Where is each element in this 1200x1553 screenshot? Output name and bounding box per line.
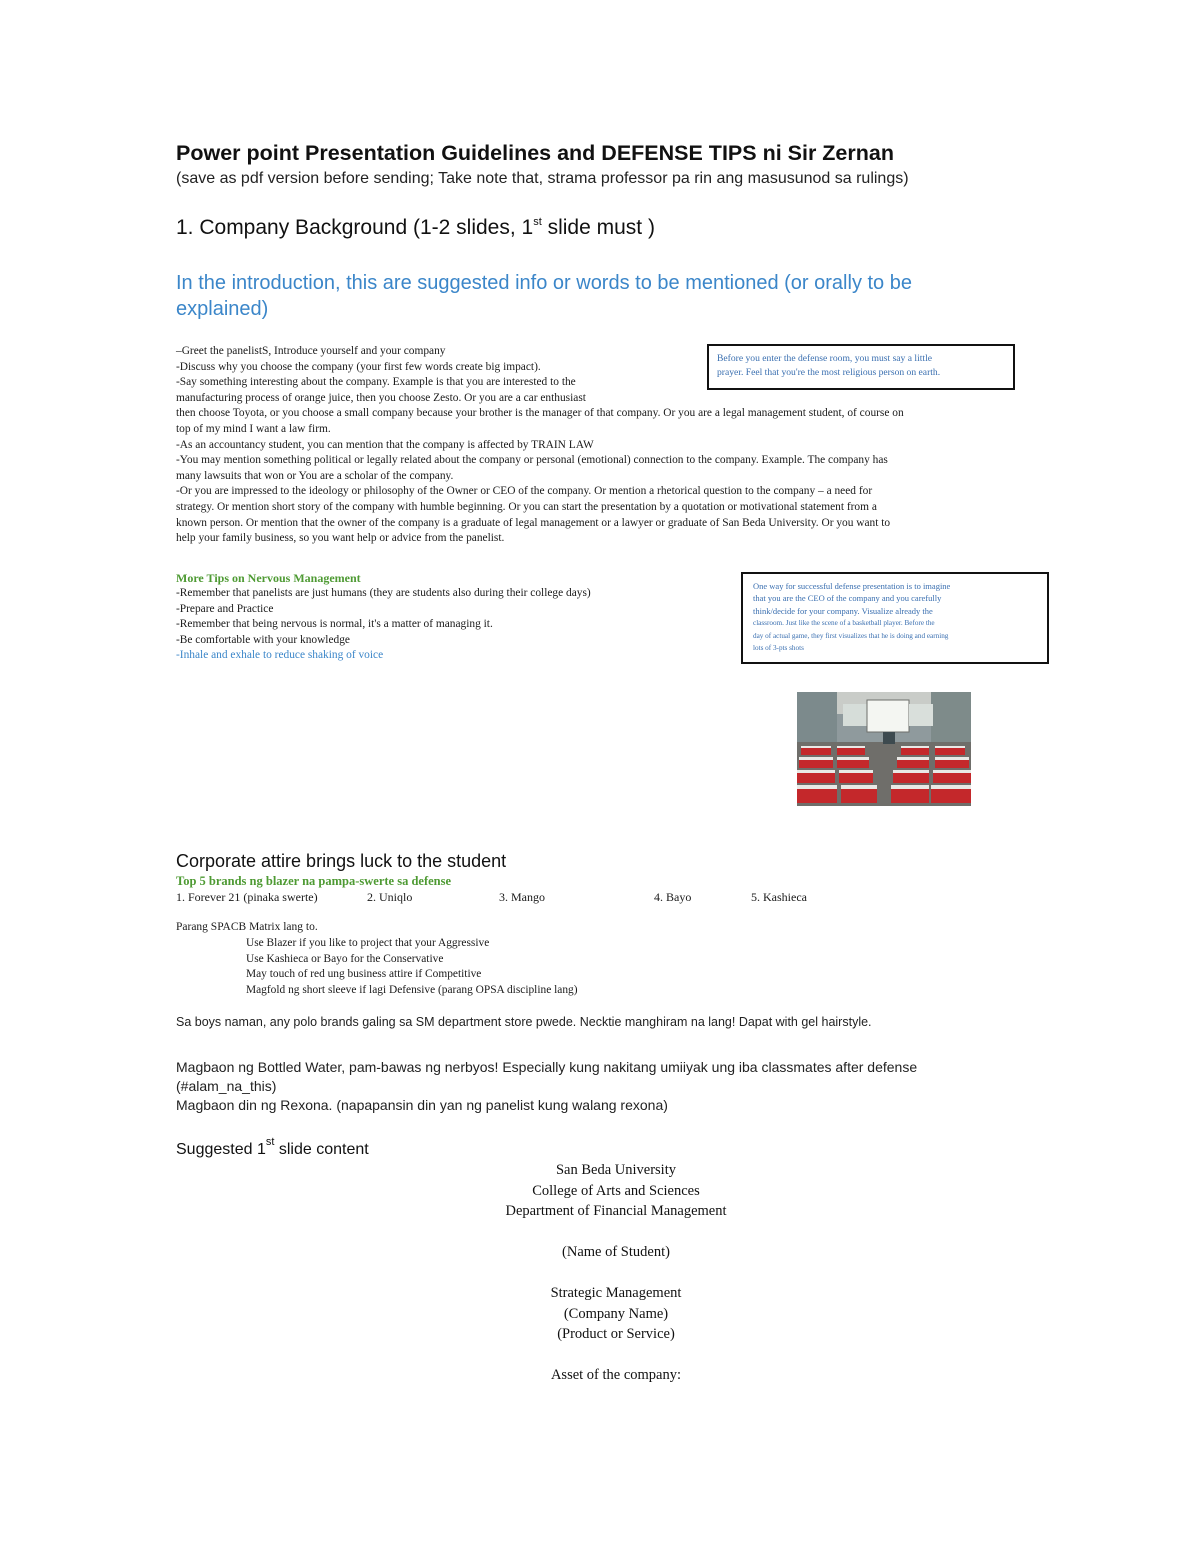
water-note bbox=[176, 1058, 917, 1115]
body-line: -Or you are impressed to the ideology or philosophy of the Owner or CEO of the company. Or mention a rhetorical question to the company – a need for bbox=[176, 485, 873, 498]
classroom-photo-icon bbox=[797, 692, 971, 806]
callout-line: Before you enter the defense room, you must say a little bbox=[717, 353, 932, 364]
brand-item: 5. Kashieca bbox=[751, 890, 807, 904]
section-heading-company-background bbox=[176, 216, 655, 240]
prayer-callout-box bbox=[707, 344, 1015, 390]
tip-item: -Remember that being nervous is normal, it's a matter of managing it. bbox=[176, 618, 493, 631]
body-line: -You may mention something political or legally related about the company or personal (emotional) connection to the company. Example. The company has bbox=[176, 454, 888, 467]
brand-item: 1. Forever 21 (pinaka swerte) bbox=[176, 890, 318, 904]
water-line: Magbaon din ng Rexona. (napapansin din yan ng panelist kung walang rexona) bbox=[176, 1097, 668, 1113]
intro-paragraph: In the introduction, this are suggested info or words to be mentioned (or orally to be explained) bbox=[176, 272, 912, 320]
spacb-item: May touch of red ung business attire if Competitive bbox=[246, 968, 482, 981]
tips-heading: More Tips on Nervous Management bbox=[176, 571, 361, 585]
brand-item: 2. Uniqlo bbox=[367, 890, 413, 904]
body-line: many lawsuits that won or You are a scholar of the company. bbox=[176, 469, 454, 482]
spacb-item: Use Kashieca or Bayo for the Conservative bbox=[246, 952, 444, 965]
spacb-list bbox=[246, 936, 578, 998]
boys-note: Sa boys naman, any polo brands galing sa SM department store pwede. Necktie manghiram na lang! Dapat with gel hairstyle. bbox=[176, 1015, 872, 1029]
callout-line: that you are the CEO of the company and you carefully bbox=[753, 593, 942, 604]
corporate-attire-heading: Corporate attire brings luck to the student bbox=[176, 851, 507, 871]
callout-line: lots of 3-pts shots bbox=[753, 644, 804, 653]
suggested-sup: st bbox=[265, 1136, 275, 1148]
visualize-callout-box bbox=[741, 572, 1049, 664]
water-line: (#alam_na_this) bbox=[176, 1078, 277, 1094]
company-name-placeholder: (Company Name) bbox=[563, 1305, 669, 1322]
body-line: help your family business, so you want help or advice from the panelist. bbox=[176, 532, 505, 545]
asset-label: Asset of the company: bbox=[550, 1367, 682, 1383]
product-placeholder: (Product or Service) bbox=[557, 1326, 675, 1342]
body-line: manufacturing process of orange juice, then you choose Zesto. Or you are a car enthusiast bbox=[176, 391, 586, 404]
spacer bbox=[400, 1222, 832, 1243]
body-line: strategy. Or mention short story of the company with humble beginning. Or you can start the presentation by a quotation or motivational statement from a bbox=[176, 500, 877, 513]
classroom-photo bbox=[797, 692, 971, 806]
section-heading-prefix: 1. Company Background (1-2 slides, 1 bbox=[176, 216, 534, 239]
page-title: Power point Presentation Guidelines and DEFENSE TIPS ni Sir Zernan bbox=[176, 141, 894, 165]
callout-line: One way for successful defense presentation is to imagine bbox=[753, 581, 951, 591]
section-heading-suffix: slide must ) bbox=[541, 216, 655, 239]
spacer bbox=[400, 1345, 832, 1366]
body-line: known person. Or mention that the owner of the company is a graduate of legal management or a lawyer or graduate of San Beda University. Or you want to bbox=[176, 516, 891, 529]
brand-item: 3. Mango bbox=[499, 890, 545, 904]
tip-item: -Prepare and Practice bbox=[176, 602, 274, 615]
suggested-slide-heading bbox=[176, 1136, 369, 1159]
water-line: Magbaon ng Bottled Water, pam-bawas ng nerbyos! Especially kung nakitang umiiyak ung iba classmates after defense bbox=[176, 1059, 918, 1075]
tip-item-highlight: -Inhale and exhale to reduce shaking of voice bbox=[176, 649, 384, 662]
spacb-item: Use Blazer if you like to project that your Aggressive bbox=[246, 937, 490, 949]
brand-item: 4. Bayo bbox=[654, 890, 692, 904]
suggested-suffix: slide content bbox=[274, 1141, 369, 1158]
callout-line: think/decide for your company. Visualize already the bbox=[753, 605, 933, 616]
spacer bbox=[400, 1263, 832, 1284]
spacb-intro: Parang SPACB Matrix lang to. bbox=[176, 921, 318, 933]
body-line: then choose Toyota, or you choose a small company because your brother is the manager of that company. Or you are a legal management student, of course on bbox=[176, 407, 904, 420]
body-line: -Discuss why you choose the company (your first few words create big impact). bbox=[176, 360, 541, 373]
body-line: -Say something interesting about the company. Example is that you are interested to the bbox=[176, 376, 576, 389]
university-name: San Beda University bbox=[555, 1162, 676, 1178]
tip-item: -Remember that panelists are just humans (they are students also during their college days) bbox=[176, 587, 591, 599]
tips-list bbox=[176, 586, 591, 664]
tip-item: -Be comfortable with your knowledge bbox=[176, 633, 350, 646]
callout-line: prayer. Feel that you're the most religious person on earth. bbox=[717, 367, 941, 378]
body-line: top of my mind I want a law firm. bbox=[176, 422, 331, 435]
slide-content-sample bbox=[400, 1160, 832, 1386]
college-name: College of Arts and Sciences bbox=[532, 1182, 700, 1199]
spacb-item: Magfold ng short sleeve if lagi Defensive (parang OPSA discipline lang) bbox=[246, 983, 578, 996]
section-heading-sup: st bbox=[533, 216, 542, 228]
top5-heading: Top 5 brands ng blazer na pampa-swerte sa defense bbox=[176, 874, 452, 888]
department-name: Department of Financial Management bbox=[505, 1203, 727, 1219]
course-name: Strategic Management bbox=[550, 1285, 682, 1301]
callout-line: classroom. Just like the scene of a basketball player. Before the bbox=[753, 619, 935, 628]
callout-line: day of actual game, they first visualizes that he is doing and earning bbox=[753, 631, 949, 640]
page-subtitle: (save as pdf version before sending; Take note that, strama professor pa rin ang masusunod sa rulings) bbox=[176, 170, 909, 187]
suggested-prefix: Suggested 1 bbox=[176, 1141, 266, 1158]
body-line: –Greet the panelistS, Introduce yourself and your company bbox=[176, 345, 446, 357]
body-line: -As an accountancy student, you can mention that the company is affected by TRAIN LAW bbox=[176, 438, 594, 451]
student-name-placeholder: (Name of Student) bbox=[562, 1244, 670, 1260]
